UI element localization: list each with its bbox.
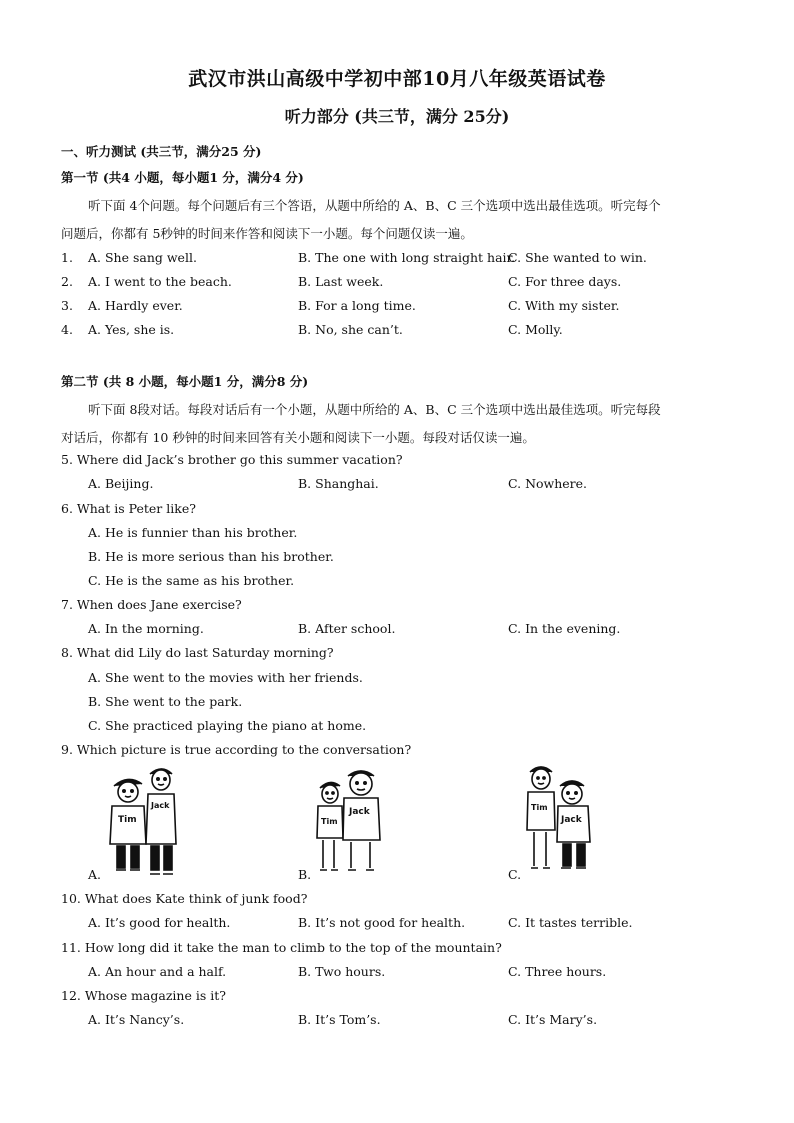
option-b: B. The one with long straight hair.: [298, 250, 516, 265]
question-12-option-b: B. It’s Tom’s.: [298, 1012, 381, 1027]
question-7-stem: 7. When does Jane exercise?: [61, 597, 242, 612]
picture-c-boys-illustration: [524, 764, 594, 878]
question-9-stem: 9. Which picture is true according to the conversation?: [61, 742, 412, 757]
section1-heading: 第一节 (共4 小题，每小题1 分，满分4 分): [61, 170, 304, 185]
option-a: A. She sang well.: [88, 250, 197, 265]
option-b: B. No, she can’t.: [298, 322, 403, 337]
option-a: A. I went to the beach.: [88, 274, 232, 289]
question-8-option-c: C. She practiced playing the piano at home.: [88, 718, 367, 733]
question-11-option-c: C. Three hours.: [508, 964, 607, 979]
question-10-option-b: B. It’s not good for health.: [298, 915, 466, 930]
question-9-option-b: B.: [298, 867, 312, 882]
question-12-option-a: A. It’s Nancy’s.: [88, 1012, 185, 1027]
question-number: 1.: [61, 250, 73, 265]
section2-heading: 第二节 (共 8 小题，每小题1 分，满分8 分): [61, 374, 309, 389]
question-9-option-a: A.: [88, 867, 102, 882]
shirt-label-jack: Jack: [349, 807, 370, 817]
option-b: B. For a long time.: [298, 298, 416, 313]
question-7-option-b: B. After school.: [298, 621, 396, 636]
question-5-option-b: B. Shanghai.: [298, 476, 379, 491]
question-7-option-c: C. In the evening.: [508, 621, 621, 636]
question-6-option-b: B. He is more serious than his brother.: [88, 549, 334, 564]
part-heading: 一、听力测试 (共三节，满分25 分): [61, 144, 262, 159]
option-b: B. Last week.: [298, 274, 384, 289]
shirt-label-jack: Jack: [561, 815, 582, 825]
shirt-label-tim: Tim: [531, 803, 548, 812]
question-8-option-b: B. She went to the park.: [88, 694, 243, 709]
question-6-option-c: C. He is the same as his brother.: [88, 573, 295, 588]
option-c: C. For three days.: [508, 274, 622, 289]
question-5-option-c: C. Nowhere.: [508, 476, 588, 491]
page-subtitle: 听力部分 (共三节，满分 25分): [284, 107, 510, 126]
option-c: C. With my sister.: [508, 298, 620, 313]
option-a: A. Hardly ever.: [88, 298, 183, 313]
question-8-option-a: A. She went to the movies with her friends.: [88, 670, 363, 685]
option-c: C. She wanted to win.: [508, 250, 647, 265]
question-number: 3.: [61, 298, 73, 313]
section2-instructions-line2: 对话后，你都有 10 秒钟的时间来回答有关小题和阅读下一小题。每段对话仅读一遍。: [61, 430, 535, 445]
question-8-stem: 8. What did Lily do last Saturday morning?: [61, 645, 334, 660]
question-12-stem: 12. Whose magazine is it?: [61, 988, 226, 1003]
option-c: C. Molly.: [508, 322, 563, 337]
section1-instructions-line2: 问题后，你都有 5秒钟的时间来作答和阅读下一小题。每个问题仅读一遍。: [61, 226, 473, 241]
question-5-option-a: A. Beijing.: [88, 476, 154, 491]
question-number: 2.: [61, 274, 73, 289]
question-11-stem: 11. How long did it take the man to climb to the top of the mountain?: [61, 940, 502, 955]
question-10-option-a: A. It’s good for health.: [88, 915, 231, 930]
shirt-label-tim: Tim: [321, 817, 338, 826]
section2-instructions-line1: 听下面 8段对话。每段对话后有一个小题，从题中所给的 A、B、C 三个选项中选出最佳选项。听完每段: [88, 402, 661, 417]
shirt-label-tim: Tim: [118, 815, 137, 825]
question-7-option-a: A. In the morning.: [88, 621, 204, 636]
question-6-option-a: A. He is funnier than his brother.: [88, 525, 298, 540]
picture-b-boys-illustration: [316, 768, 382, 876]
question-11-option-b: B. Two hours.: [298, 964, 386, 979]
question-5-stem: 5. Where did Jack’s brother go this summer vacation?: [61, 452, 403, 467]
page-title: 武汉市洪山高级中学初中部10月八年级英语试卷: [188, 68, 606, 90]
shirt-label-jack: Jack: [151, 801, 170, 810]
question-11-option-a: A. An hour and a half.: [88, 964, 227, 979]
question-6-stem: 6. What is Peter like?: [61, 501, 196, 516]
picture-a-boys-illustration: [104, 764, 184, 880]
question-10-option-c: C. It tastes terrible.: [508, 915, 633, 930]
question-number: 4.: [61, 322, 73, 337]
section1-instructions-line1: 听下面 4个问题。每个问题后有三个答语，从题中所给的 A、B、C 三个选项中选出最佳选项。听完每个: [88, 198, 661, 213]
question-9-option-c: C.: [508, 867, 522, 882]
question-10-stem: 10. What does Kate think of junk food?: [61, 891, 308, 906]
question-12-option-c: C. It’s Mary’s.: [508, 1012, 598, 1027]
option-a: A. Yes, she is.: [88, 322, 175, 337]
